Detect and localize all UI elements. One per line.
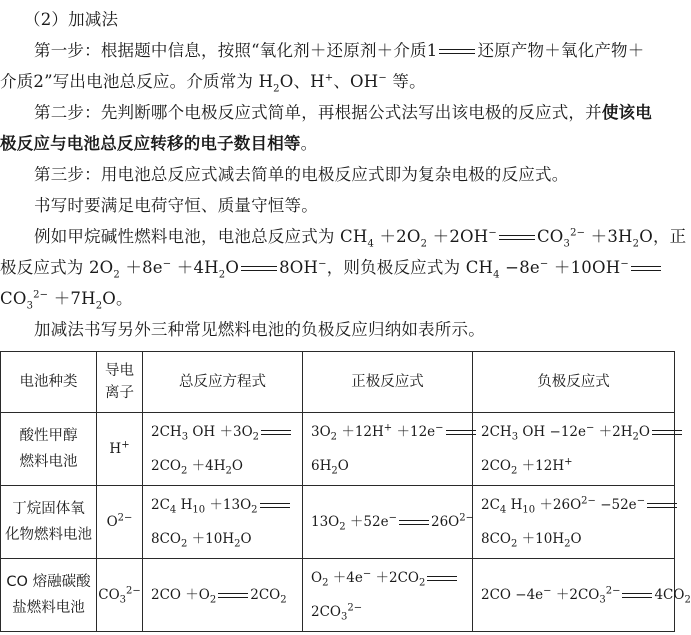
cell-total-reaction: $2CO +O_2$ $2CO_2$ [143,559,303,632]
section-title: （2）加减法 [24,10,119,29]
table-row [1,486,675,559]
cell-ion: $O^{2-}$ [97,486,143,559]
table-row [1,559,675,632]
cell-positive-reaction: $O_2 +4e^- +2CO_2$ $2CO_3^{2-}$ [303,559,473,632]
cell-ion: $CO_3^{2-}$ [97,559,143,632]
cell-battery-type: 酸性甲醇 燃料电池 [1,413,97,486]
cell-positive-reaction: $13O_2 +52e^-$ $26O^{2-}$ [303,486,473,559]
equals-sign-icon [499,235,535,240]
example-line3: $CO_3^{2-} +7H_2O$。 [0,289,133,312]
cell-negative-reaction: $2C_4$ $H_{10} +26O^{2-} -52e^-$ $8CO_2 +10H_2O$ [473,486,675,559]
equals-sign-icon [261,430,291,435]
step2-line2: 极反应与电池总反应转移的电子数目相等。 [0,134,318,153]
example-line2: 极反应式为 $2O_2 +8e^- +4H_2O$ 8OH−，则负极反应式为 $CH_4 -8e^- +10OH^-$ [0,257,663,279]
cell-negative-reaction: $2CO -4e^- +2CO_3^{2-}$ $4CO_2$ [473,559,675,632]
step1-line1: 第一步：根据题中信息，按照“氧化剂＋还原剂＋介质1 还原产物＋氧化产物＋ [34,41,645,60]
fuel-cell-table [0,351,691,632]
header-cell-ion: 导电 离子 [97,352,143,413]
equals-sign-icon [241,266,277,271]
equals-sign-icon [399,520,429,525]
header-cell-positive: 正极反应式 [303,352,473,413]
cell-ion: H+ [97,413,143,486]
cell-negative-reaction: $2CH_3$ OH $-12e^- +2H_2O$ $2CO_2 +12H^+$ [473,413,675,486]
cell-total-reaction: $2CH_3$ OH $+3O_2$ $2CO_2 +4H_2O$ [143,413,303,486]
cell-positive-reaction: $3O_2 +12H^+ +12e^-$ $6H_2O$ [303,413,473,486]
equals-sign-icon [218,593,248,598]
equals-sign-icon [260,503,290,508]
header-cell-negative: 负极反应式 [473,352,675,413]
table-intro: 加减法书写另外三种常见燃料电池的负极反应归纳如表所示。 [34,320,485,339]
cell-total-reaction: $2C_4$ $H_{10} +13O_2$ $8CO_2 +10H_2O$ [143,486,303,559]
cell-battery-type: 丁烷固体氧 化物燃料电池 [1,486,97,559]
equals-sign-icon [439,49,475,54]
rule-line: 书写时要满足电荷守恒、质量守恒等。 [34,196,318,215]
cell-battery-type: CO 熔融碳酸 盐燃料电池 [1,559,97,632]
equals-sign-icon [427,576,457,581]
equals-sign-icon [647,503,677,508]
table-header-row [1,352,675,413]
header-cell-type: 电池种类 [1,352,97,413]
equals-sign-icon [622,593,652,598]
step1-line2: 介质2”写出电池总反应。介质常为 $H_2O$、H+、OH− 等。 [0,72,426,95]
step2-line1: 第二步：先判断哪个电极反应式简单，再根据公式法写出该电极的反应式，并使该电 [34,103,652,122]
step3-line: 第三步：用电池总反应式减去简单的电极反应式即为复杂电极的反应式。 [34,165,569,184]
header-cell-total: 总反应方程式 [143,352,303,413]
equals-sign-icon [631,266,661,271]
example-line1: 例如甲烷碱性燃料电池，电池总反应式为 $CH_4 +2O_2 +2OH^-$ $CO_3^{2-} +3H_2O$，正 [34,227,687,250]
table-row [1,413,675,486]
equals-sign-icon [446,430,476,435]
equals-sign-icon [652,430,682,435]
